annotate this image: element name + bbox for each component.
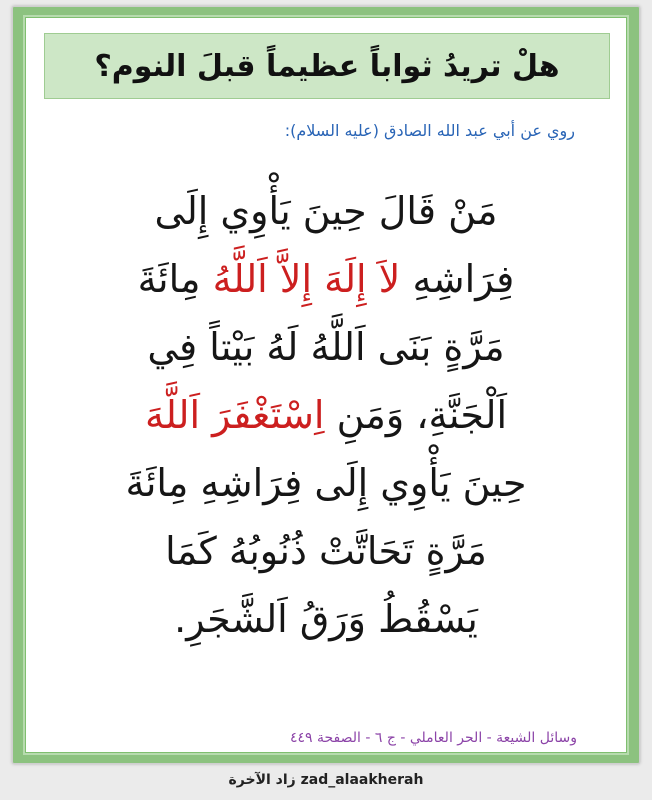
channel-watermark: زاد الآخرة zad_alaakherah	[228, 772, 424, 788]
hadith-line	[65, 381, 587, 449]
hadith-segment: فِرَاشِهِ	[400, 257, 515, 301]
hadith-line	[65, 245, 587, 313]
inner-card	[23, 15, 629, 755]
hadith-segment: مِائَةَ	[137, 257, 213, 301]
hadith-line: مَرَّةٍ تَحَاتَّتْ ذُنُوبُهُ كَمَا	[165, 529, 487, 573]
source-citation: وسائل الشيعة - الحر العاملي - ج ٦ - الصفحة ٤٤٩	[290, 730, 577, 746]
hadith-text	[65, 177, 587, 653]
hadith-line: مَرَّةٍ بَنَى اَللَّهُ لَهُ بَيْتاً فِي	[147, 325, 505, 369]
hadith-highlight: اِسْتَغْفَرَ اَللَّهَ	[144, 393, 325, 437]
hadith-line: مَنْ قَالَ حِينَ يَأْوِي إِلَى	[154, 189, 498, 233]
hadith-highlight: لاَ إِلَهَ إِلاَّ اَللَّهُ	[212, 257, 401, 301]
hadith-segment: اَلْجَنَّةِ، وَمَنِ	[324, 393, 508, 437]
narration-text: روي عن أبي عبد الله الصادق (عليه السلام):	[284, 121, 575, 140]
hadith-line: حِينَ يَأْوِي إِلَى فِرَاشِهِ مِائَةَ	[125, 461, 527, 505]
title-banner	[44, 33, 610, 99]
outer-frame	[12, 6, 640, 764]
hadith-line: يَسْقُطُ وَرَقُ اَلشَّجَرِ.	[174, 597, 478, 641]
page-title: هلْ تريدُ ثواباً عظيماً قبلَ النوم؟	[94, 48, 560, 84]
